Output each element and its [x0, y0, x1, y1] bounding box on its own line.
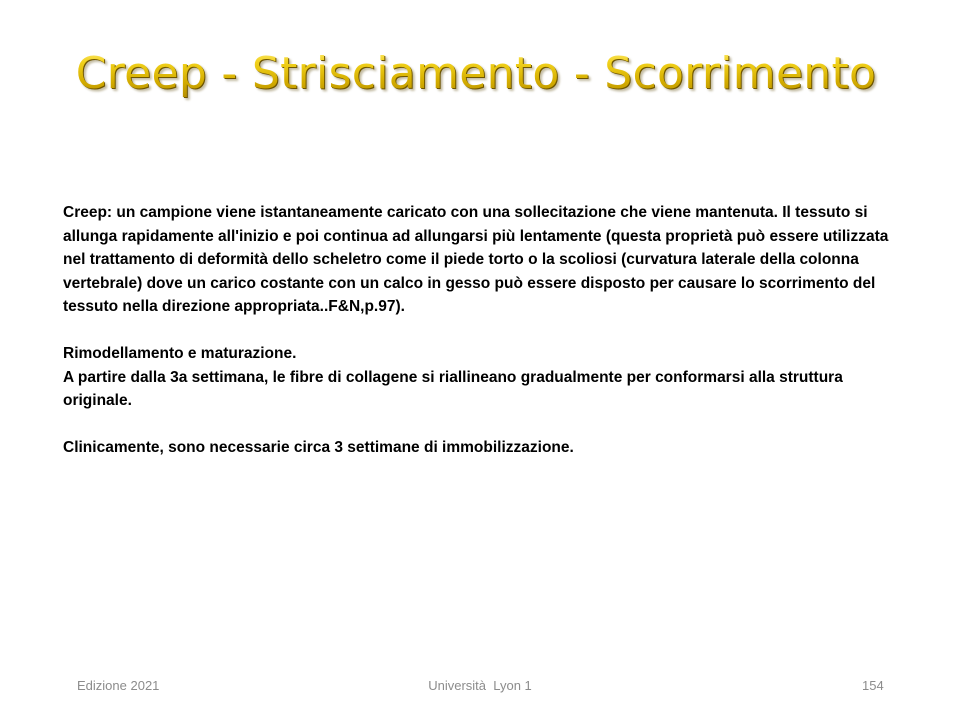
immobilization-paragraph: Clinicamente, sono necessarie circa 3 settimane di immobilizzazione.: [63, 439, 574, 456]
footer-page-number: 154: [862, 678, 884, 693]
remodeling-paragraph: A partire dalla 3a settimana, le fibre di collagene si riallineano gradualmente per conformarsi alla struttura originale.: [63, 368, 843, 409]
paragraph-spacer: [63, 413, 913, 437]
footer-university: Università Lyon 1: [428, 678, 532, 693]
remodeling-heading: Rimodellamento e maturazione.: [63, 345, 297, 362]
paragraph-spacer: [63, 319, 913, 343]
creep-definition-paragraph: Creep: un campione viene istantaneamente caricato con una sollecitazione che viene mantenuta. Il tessuto si allunga rapidamente all'inizio e poi continua ad allungarsi più lentamente (questa proprietà può essere utilizzata nel trattamento di deformità dello scheletro come il piede torto o la scoliosi (curvatura laterale della colonna vertebrale) dove un carico costante con un calco in gesso può essere disposto per causare lo scorrimento del tessuto nella direzione appropriata..F&N,p.97).: [63, 204, 889, 315]
slide-title: Creep - Strisciamento - Scorrimento: [0, 44, 952, 104]
slide-body: [63, 201, 913, 460]
footer-edition: Edizione 2021: [77, 678, 160, 693]
